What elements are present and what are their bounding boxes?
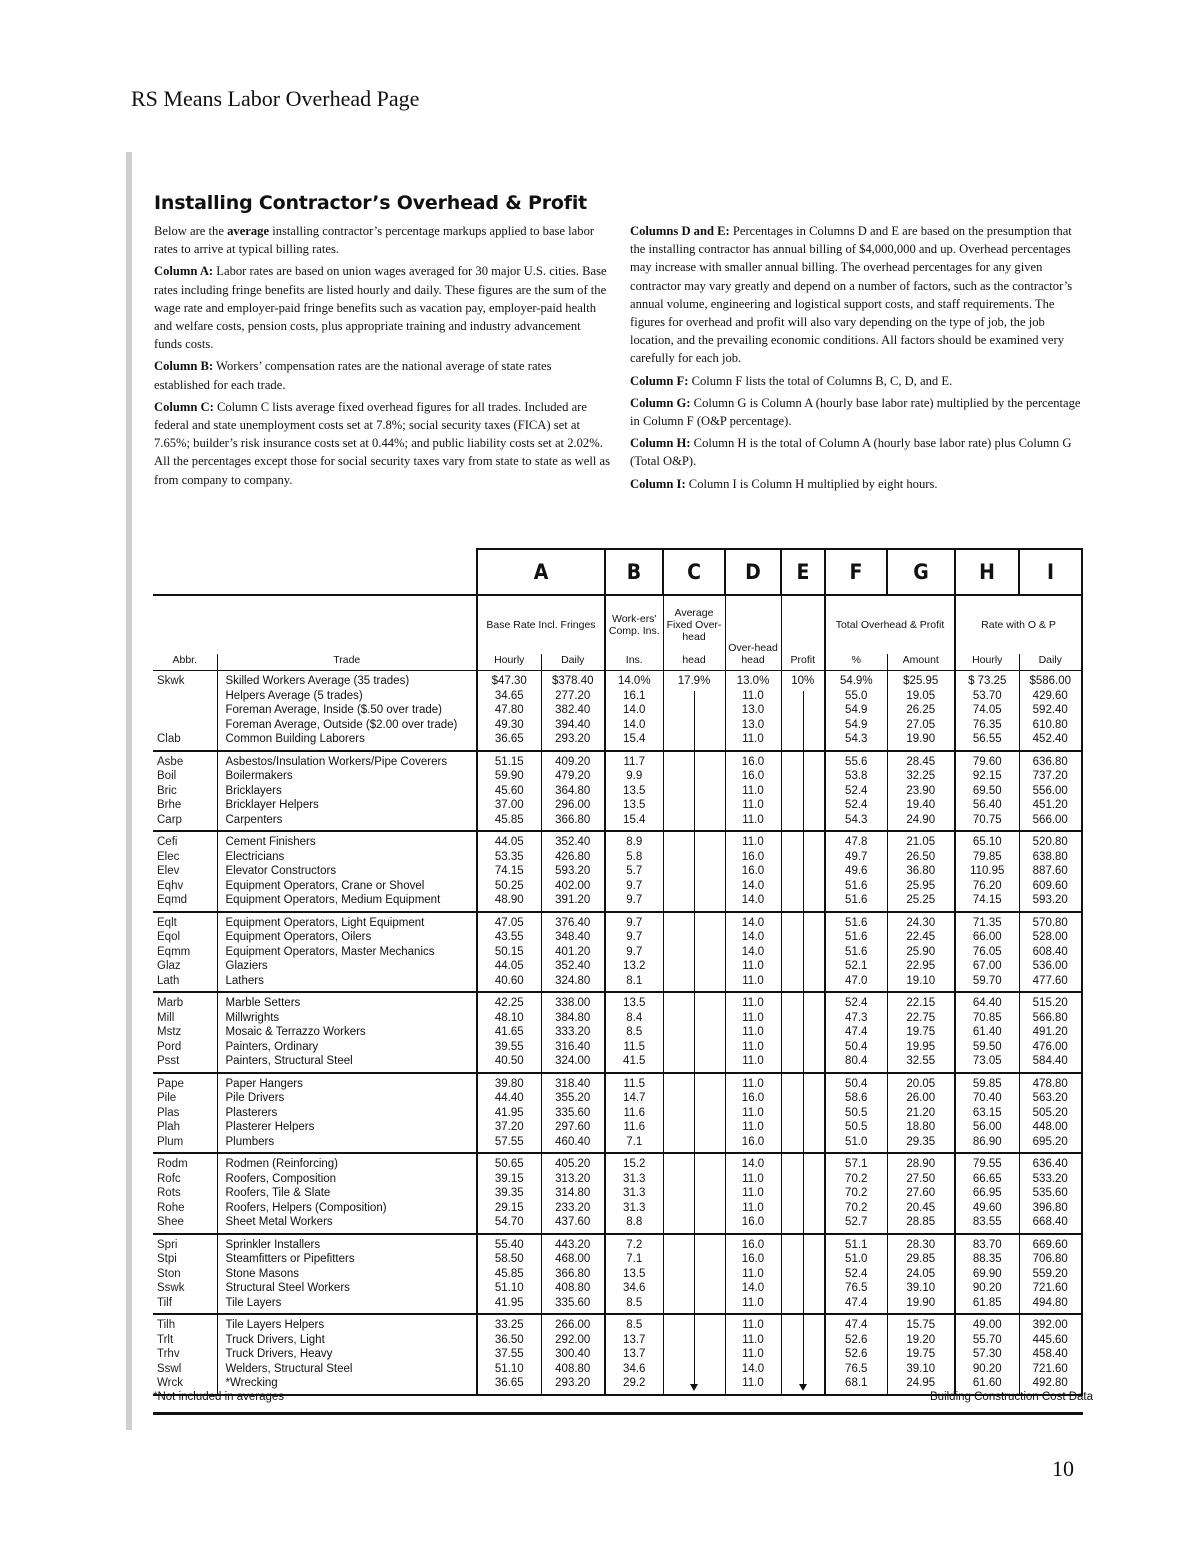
section-title: Installing Contractor’s Overhead & Profit: [154, 192, 588, 214]
column-letter-d: D: [725, 549, 781, 595]
cell-c-fixed: 17.9%: [663, 671, 725, 751]
cell-b-comp: 7.2 7.1 13.5 34.6 8.5: [605, 1234, 663, 1315]
cell-a-daily: 318.40 355.20 335.60 297.60 460.40: [541, 1073, 605, 1154]
cell-trade: Marble Setters Millwrights Mosaic & Terrazzo Workers Painters, Ordinary Painters, Structural Steel: [217, 992, 477, 1073]
cell-b-comp: 11.5 14.7 11.6 11.6 7.1: [605, 1073, 663, 1154]
cell-e-profit: 10%: [781, 671, 825, 751]
cell-abbr: Rodm Rofc Rots Rohe Shee: [153, 1153, 217, 1234]
cell-i-daily: 636.80 737.20 556.00 451.20 566.00: [1019, 751, 1082, 832]
cell-b-comp: 14.0% 16.1 14.0 14.0 15.4: [605, 671, 663, 751]
cell-trade: Asbestos/Insulation Workers/Pipe Coverers Boilermakers Bricklayers Bricklayer Helpers Carpenters: [217, 751, 477, 832]
labor-rates-table: [153, 548, 1083, 1396]
cell-h-hourly: 49.00 55.70 57.30 90.20 61.60: [955, 1314, 1019, 1395]
intro-paragraph: Below are the average installing contractor’s percentage markups applied to base labor rates to arrive at typical billing rates.: [154, 224, 595, 257]
cell-abbr: Tilh Trlt Trhv Sswl Wrck: [153, 1314, 217, 1395]
cell-a-daily: 443.20 468.00 366.80 408.80 335.60: [541, 1234, 605, 1315]
cell-b-comp: 11.7 9.9 13.5 13.5 15.4: [605, 751, 663, 832]
amount-header: Amount: [887, 654, 955, 671]
column-letter-a: A: [477, 549, 605, 595]
cell-a-daily: 338.00 384.80 333.20 316.40 324.00: [541, 992, 605, 1073]
cell-a-hourly: 47.05 43.55 50.15 44.05 40.60: [477, 912, 541, 993]
cell-h-hourly: 79.60 92.15 69.50 56.40 70.75: [955, 751, 1019, 832]
cell-f-pct: 51.1 51.0 52.4 76.5 47.4: [825, 1234, 887, 1315]
cell-a-daily: 352.40 426.80 593.20 402.00 391.20: [541, 831, 605, 912]
pct-header: %: [825, 654, 887, 671]
profit-header: Profit: [781, 654, 825, 671]
cell-h-hourly: 83.70 88.35 69.90 90.20 61.85: [955, 1234, 1019, 1315]
left-text-column: [154, 222, 610, 493]
column-letter-h: H: [955, 549, 1019, 595]
cell-h-hourly: 71.35 66.00 76.05 67.00 59.70: [955, 912, 1019, 993]
subheader-row: [153, 654, 1082, 671]
daily-header: Daily: [541, 654, 605, 671]
cell-trade: Equipment Operators, Light Equipment Equipment Operators, Oilers Equipment Operators, Master Mechanics Glaziers Lathers: [217, 912, 477, 993]
head-header: head: [663, 654, 725, 671]
scan-edge-shadow: [126, 152, 132, 1430]
carry-down-line: [694, 691, 695, 1385]
column-letter-i: I: [1019, 549, 1082, 595]
cell-h-hourly: 79.55 66.65 66.95 49.60 83.55: [955, 1153, 1019, 1234]
cell-h-hourly: 64.40 70.85 61.40 59.50 73.05: [955, 992, 1019, 1073]
cell-a-hourly: 39.80 44.40 41.95 37.20 57.55: [477, 1073, 541, 1154]
page-number: 10: [1052, 1456, 1074, 1481]
cell-trade: Rodmen (Reinforcing) Roofers, Composition Roofers, Tile & Slate Roofers, Helpers (Composition) Sheet Metal Workers: [217, 1153, 477, 1234]
cell-b-comp: 15.2 31.3 31.3 31.3 8.8: [605, 1153, 663, 1234]
cell-abbr: Eqlt Eqol Eqmm Glaz Lath: [153, 912, 217, 993]
page-header: RS Means Labor Overhead Page: [131, 86, 420, 111]
h-hourly-header: Hourly: [955, 654, 1019, 671]
abbr-header: Abbr.: [153, 654, 217, 671]
h-daily-header: Daily: [1019, 654, 1082, 671]
cell-f-pct: 51.6 51.6 51.6 52.1 47.0: [825, 912, 887, 993]
cell-i-daily: 520.80 638.80 887.60 609.60 593.20: [1019, 831, 1082, 912]
cell-trade: Cement Finishers Electricians Elevator Constructors Equipment Operators, Crane or Shovel Equipment Operators, Medium Equipment: [217, 831, 477, 912]
column-letter-b: B: [605, 549, 663, 595]
footer-brand: Building Construction Cost Data: [930, 1391, 1093, 1403]
cell-g-amount: 20.05 26.00 21.20 18.80 29.35: [887, 1073, 955, 1154]
cell-i-daily: $586.00 429.60 592.40 610.80 452.40: [1019, 671, 1082, 751]
cell-a-hourly: 50.65 39.15 39.35 29.15 54.70: [477, 1153, 541, 1234]
cell-f-pct: 54.9% 55.0 54.9 54.9 54.3: [825, 671, 887, 751]
cell-h-hourly: 65.10 79.85 110.95 76.20 74.15: [955, 831, 1019, 912]
cell-a-daily: 405.20 313.20 314.80 233.20 437.60: [541, 1153, 605, 1234]
cell-d-overhead: 14.0 11.0 11.0 11.0 16.0: [725, 1153, 781, 1234]
cell-g-amount: 15.75 19.20 19.75 39.10 24.95: [887, 1314, 955, 1395]
footer-rule: [153, 1412, 1083, 1415]
table-row-group: [153, 1153, 1082, 1234]
cell-a-daily: 409.20 479.20 364.80 296.00 366.80: [541, 751, 605, 832]
column-b-paragraph: Column B: Workers’ compensation rates are the national average of state rates established for each trade.: [154, 359, 552, 392]
column-f-paragraph: Column F: Column F lists the total of Columns B, C, D, and E.: [630, 373, 953, 388]
cell-b-comp: 9.7 9.7 9.7 13.2 8.1: [605, 912, 663, 993]
cell-a-hourly: 55.40 58.50 45.85 51.10 41.95: [477, 1234, 541, 1315]
cell-f-pct: 47.4 52.6 52.6 76.5 68.1: [825, 1314, 887, 1395]
cell-i-daily: 570.80 528.00 608.40 536.00 477.60: [1019, 912, 1082, 993]
cell-i-daily: 636.40 533.20 535.60 396.80 668.40: [1019, 1153, 1082, 1234]
column-a-paragraph: Column A: Labor rates are based on union wages averaged for 30 major U.S. cities. Base rates including fringe benefits are listed hourly and daily. These figures are the sum of the wage rate and employer-paid fringe benefits such as vacation pay, employer-paid health and welfare costs, pension costs, plus appropriate training and industry advancement funds costs.: [154, 264, 607, 352]
cell-a-daily: 376.40 348.40 401.20 352.40 324.80: [541, 912, 605, 993]
cell-abbr: Asbe Boil Bric Brhe Carp: [153, 751, 217, 832]
cell-g-amount: 24.30 22.45 25.90 22.95 19.10: [887, 912, 955, 993]
table-row-group: [153, 1073, 1082, 1154]
cell-trade: Tile Layers Helpers Truck Drivers, Light Truck Drivers, Heavy Welders, Structural Steel *Wrecking: [217, 1314, 477, 1395]
head-d-header: head: [725, 654, 781, 671]
avg-fixed-overhead-header: Average Fixed Over-head: [663, 595, 725, 654]
cell-f-pct: 50.4 58.6 50.5 50.5 51.0: [825, 1073, 887, 1154]
cell-a-hourly: 51.15 59.90 45.60 37.00 45.85: [477, 751, 541, 832]
column-h-paragraph: Column H: Column H is the total of Column A (hourly base labor rate) plus Column G (Total O&P).: [630, 436, 1072, 469]
cell-abbr: Cefi Elec Elev Eqhv Eqmd: [153, 831, 217, 912]
cell-a-hourly: $47.30 34.65 47.80 49.30 36.65: [477, 671, 541, 751]
cell-a-hourly: 33.25 36.50 37.55 51.10 36.65: [477, 1314, 541, 1395]
cell-g-amount: 28.45 32.25 23.90 19.40 24.90: [887, 751, 955, 832]
cell-g-amount: 28.90 27.50 27.60 20.45 28.85: [887, 1153, 955, 1234]
cell-i-daily: 478.80 563.20 505.20 448.00 695.20: [1019, 1073, 1082, 1154]
ins-header: Ins.: [605, 654, 663, 671]
rate-with-op-header: Rate with O & P: [955, 595, 1082, 654]
hourly-header: Hourly: [477, 654, 541, 671]
cell-abbr: Skwk Clab: [153, 671, 217, 751]
total-op-header: Total Overhead & Profit: [825, 595, 955, 654]
cell-g-amount: $25.95 19.05 26.25 27.05 19.90: [887, 671, 955, 751]
column-header-row: [153, 595, 1082, 654]
cell-i-daily: 515.20 566.80 491.20 476.00 584.40: [1019, 992, 1082, 1073]
cell-d-overhead: 11.0 16.0 11.0 11.0 16.0: [725, 1073, 781, 1154]
cell-f-pct: 55.6 53.8 52.4 52.4 54.3: [825, 751, 887, 832]
cell-abbr: Pape Pile Plas Plah Plum: [153, 1073, 217, 1154]
workers-comp-header: Work-ers' Comp. Ins.: [605, 595, 663, 654]
profit-arrow-icon: [799, 1384, 807, 1391]
cell-trade: Skilled Workers Average (35 trades) Helpers Average (5 trades) Foreman Average, Inside ($.50 over trade) Foreman Average, Outside ($2.00 over trade) Common Building Laborers: [217, 671, 477, 751]
cell-h-hourly: 59.85 70.40 63.15 56.00 86.90: [955, 1073, 1019, 1154]
cell-trade: Sprinkler Installers Steamfitters or Pipefitters Stone Masons Structural Steel Workers Tile Layers: [217, 1234, 477, 1315]
cell-abbr: Marb Mill Mstz Pord Psst: [153, 992, 217, 1073]
table-body: [153, 671, 1082, 1395]
column-letter-g: G: [887, 549, 955, 595]
cell-d-overhead: 11.0 16.0 16.0 14.0 14.0: [725, 831, 781, 912]
cell-g-amount: 22.15 22.75 19.75 19.95 32.55: [887, 992, 955, 1073]
base-rate-header: Base Rate Incl. Fringes: [477, 595, 605, 654]
cell-i-daily: 392.00 445.60 458.40 721.60 492.80: [1019, 1314, 1082, 1395]
carry-down-line: [803, 691, 804, 1385]
fixed-overhead-arrow-icon: [690, 1384, 698, 1391]
cell-g-amount: 21.05 26.50 36.80 25.95 25.25: [887, 831, 955, 912]
cell-f-pct: 52.4 47.3 47.4 50.4 80.4: [825, 992, 887, 1073]
cell-d-overhead: 14.0 14.0 14.0 11.0 11.0: [725, 912, 781, 993]
overhead-header: Over-head: [725, 595, 781, 654]
column-letter-e: E: [781, 549, 825, 595]
cell-d-overhead: 11.0 11.0 11.0 14.0 11.0: [725, 1314, 781, 1395]
column-letter-f: F: [825, 549, 887, 595]
column-letter-row: [153, 549, 1082, 595]
table-row-group: [153, 1314, 1082, 1395]
cell-b-comp: 8.9 5.8 5.7 9.7 9.7: [605, 831, 663, 912]
cell-trade: Paper Hangers Pile Drivers Plasterers Plasterer Helpers Plumbers: [217, 1073, 477, 1154]
column-c-paragraph: Column C: Column C lists average fixed overhead figures for all trades. Included are federal and state unemployment costs set at 7.8%; social security taxes (FICA) set at 7.65%; builder’s risk insurance costs set at 0.44%; and public liability costs set at 2.02%. All the percentages except those for social security taxes vary from state to state as well as from company to company.: [154, 399, 611, 487]
column-i-paragraph: Column I: Column I is Column H multiplied by eight hours.: [630, 476, 938, 491]
cell-abbr: Spri Stpi Ston Sswk Tilf: [153, 1234, 217, 1315]
table-row-group: [153, 1234, 1082, 1315]
cell-a-daily: 266.00 292.00 300.40 408.80 293.20: [541, 1314, 605, 1395]
cell-i-daily: 669.60 706.80 559.20 721.60 494.80: [1019, 1234, 1082, 1315]
columns-d-e-paragraph: Columns D and E: Percentages in Columns D and E are based on the presumption that the installing contractor has annual billing of $4,000,000 and up. Overhead percentages may increase with smaller annual billing. The overhead percentages for any given contractor may vary greatly and depend on a number of factors, such as the contractor’s annual volume, engineering and logistical support costs, and staff requirements. The figures for overhead and profit will also vary depending on the type of job, the job location, and the prevailing economic conditions. All factors should be examined very carefully for each job.: [630, 224, 1073, 366]
cell-g-amount: 28.30 29.85 24.05 39.10 19.90: [887, 1234, 955, 1315]
cell-h-hourly: $ 73.25 53.70 74.05 76.35 56.55: [955, 671, 1019, 751]
trade-header: Trade: [217, 654, 477, 671]
table-row-group: [153, 831, 1082, 912]
table-row-group: [153, 912, 1082, 993]
right-text-column: [630, 222, 1086, 497]
cell-b-comp: 8.5 13.7 13.7 34.6 29.2: [605, 1314, 663, 1395]
cell-d-overhead: 13.0% 11.0 13.0 13.0 11.0: [725, 671, 781, 751]
cell-a-hourly: 44.05 53.35 74.15 50.25 48.90: [477, 831, 541, 912]
table-row-group: [153, 751, 1082, 832]
cell-d-overhead: 11.0 11.0 11.0 11.0 11.0: [725, 992, 781, 1073]
column-g-paragraph: Column G: Column G is Column A (hourly base labor rate) multiplied by the percentage in Column F (O&P percentage).: [630, 395, 1081, 429]
cell-f-pct: 47.8 49.7 49.6 51.6 51.6: [825, 831, 887, 912]
table-row-group: [153, 671, 1082, 751]
cell-f-pct: 57.1 70.2 70.2 70.2 52.7: [825, 1153, 887, 1234]
column-letter-c: C: [663, 549, 725, 595]
cell-d-overhead: 16.0 16.0 11.0 11.0 11.0: [725, 751, 781, 832]
cell-a-hourly: 42.25 48.10 41.65 39.55 40.50: [477, 992, 541, 1073]
table-row-group: [153, 992, 1082, 1073]
cell-b-comp: 13.5 8.4 8.5 11.5 41.5: [605, 992, 663, 1073]
footer-note: *Not included in averages: [153, 1391, 285, 1403]
cell-d-overhead: 16.0 16.0 11.0 14.0 11.0: [725, 1234, 781, 1315]
cell-a-daily: $378.40 277.20 382.40 394.40 293.20: [541, 671, 605, 751]
